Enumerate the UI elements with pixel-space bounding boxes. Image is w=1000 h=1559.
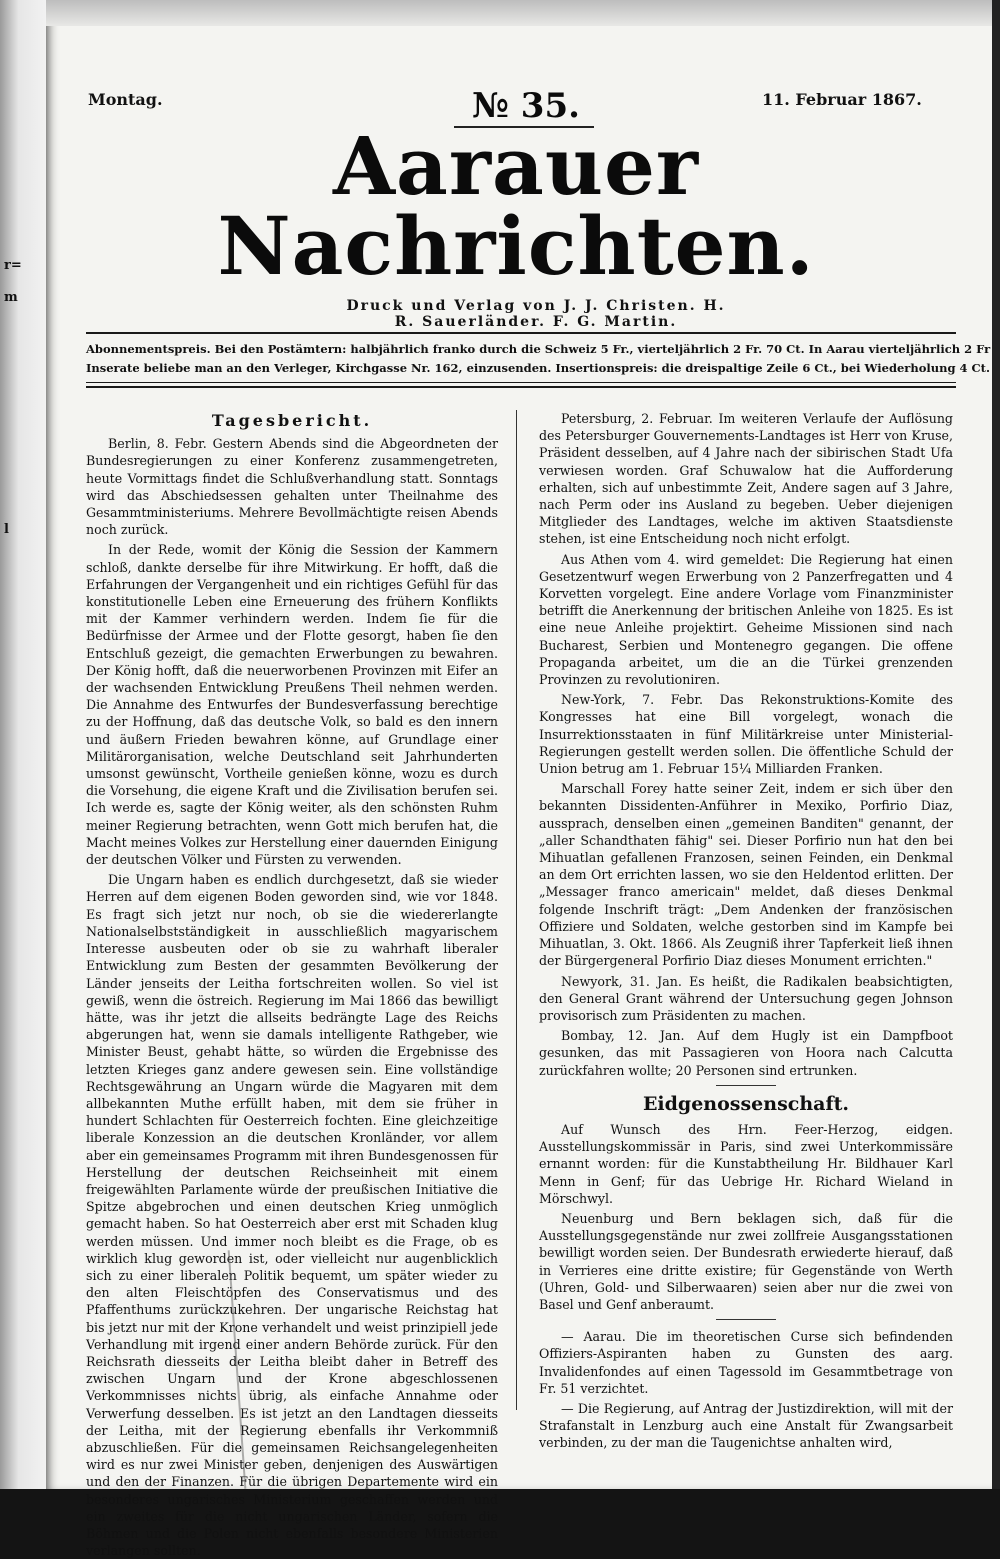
- masthead-day: Montag.: [88, 90, 163, 109]
- article-paragraph: — Die Regierung, auf Antrag der Justizdirektion, will mit der Strafanstalt in Lenzburg auch eine Anstalt für Zwangsarbeit verbinden, zu der man die Taugenichtse anhalten wird,: [539, 1400, 953, 1451]
- edge-fragment: l: [4, 522, 9, 537]
- article-paragraph: Neuenburg und Bern beklagen sich, daß für die Ausstellungsgegenstände nur zwei zollfreie Ausgangsstationen bewilligt worden seien. Der Bundesrath erwiederte hierauf, daß in Verrieres eine dritte existire; für Gegenstände von Werth (Uhren, Gold- und Silberwaaren) seien aber nur die zwei von Basel und Genf anberaumt.: [539, 1210, 953, 1312]
- sheet-top-shadow: [46, 0, 1000, 26]
- masthead-date: 11. Februar 1867.: [762, 90, 922, 109]
- section-heading-eidgenossenschaft: Eidgenossenschaft.: [642, 1092, 850, 1115]
- section-separator: [716, 1085, 776, 1086]
- right-page-edge: [992, 0, 1000, 1489]
- article-paragraph: Newyork, 31. Jan. Es heißt, die Radikalen beabsichtigten, den General Grant während der Untersuchung gegen Johnson provisorisch zum Präsidenten zu machen.: [539, 973, 953, 1023]
- article-paragraph: Auf Wunsch des Hrn. Feer-Herzog, eidgen. Ausstellungskommissär in Paris, sind zwei Unterkommissäre ernannt worden: für die Kunstabtheilung Hr. Bildhauer Karl Menn in Genf; für das Uebrige Hr. Richard Wieland in Mörschwyl.: [539, 1121, 953, 1206]
- left-column: [86, 410, 498, 1559]
- imprint-line: Druck und Verlag von J. J. Christen. H. R. Sauerländer. F. G. Martin.: [346, 298, 726, 330]
- rule-thick: [86, 386, 956, 388]
- subscription-line-2: Inserate beliebe man an den Verleger, Kirchgasse Nr. 162, einzusenden. Insertionspreis: die dreispaltige Zeile 6 Ct., bei Wiederholung 4 Ct.: [86, 361, 990, 375]
- article-paragraph: — Aarau. Die im theoretischen Curse sich befindenden Offiziers-Aspiranten haben zu Gunsten des aarg. Invalidenfondes auf einen Tagessold im Gesammtbetrage von Fr. 51 verzichtet.: [539, 1329, 953, 1396]
- right-column: [539, 410, 953, 1451]
- article-paragraph: In der Rede, womit der König die Session der Kammern schloß, dankte derselbe für ihre Mitwirkung. Er hofft, daß die Erfahrungen der Vergangenheit und ein richtiges Gefühl für das konstitutionelle Leben eine Erneuerung des frühern Konflikts mit der Kammer verhindern werden. Indem ſie für die Bedürfnisse der Armee und der Flotte gesorgt, haben ſie den Entschluß gezeigt, die gemachten Erwerbungen zu bewahren. Der König hofft, daß die neuerworbenen Provinzen mit Eifer an der wachsenden Entwicklung Preußens Theil nehmen werden. Die Annahme des Entwurfes der Bundesverfassung berechtige zu der Hoffnung, daß das deutsche Volk, so bald es den innern und äußern Frieden bewahren könne, auf Grundlage einer Militärorganisation, welche Deutschland seit Jahrhunderten umsonst gewünscht, Vortheile genießen könne, wozu es durch die Vorsehung, die eigene Kraft und die Zivilisation berufen sei. Ich werde es, sagte der König weiter, als den schönsten Ruhm meiner Regierung betrachten, wenn Gott mich berufen hat, die Macht meines Volkes zur Herstellung einer dauernden Einigung der deutschen Völker und Fürsten zu verwenden.: [86, 542, 498, 868]
- section-heading-tagesbericht: Tagesbericht.: [211, 411, 373, 430]
- edge-fragment: m: [4, 290, 18, 305]
- newspaper-sheet: [46, 0, 1000, 1559]
- article-paragraph: Aus Athen vom 4. wird gemeldet: Die Regierung hat einen Gesetzentwurf wegen Erwerbung von 2 Panzerfregatten und 4 Korvetten vorgelegt. Eine andere Vorlage vom Finanzminister betrifft die Anerkennung der britischen Anleihe von 1825. Es ist eine neue Anleihe projektirt. Geheime Missionen sind nach Bucharest, Serbien und Montenegro gegangen. Die offene Propaganda arbeitet, um die an die Türkei grenzenden Provinzen zu revolutioniren.: [539, 551, 953, 688]
- edge-fragment: r=: [4, 258, 22, 273]
- issue-number: № 35.: [472, 86, 580, 126]
- subscription-line-1: Abonnementspreis. Bei den Postämtern: halbjährlich franko durch die Schweiz 5 Fr., vierteljährlich 2 Fr. 70 Ct. In Aarau vierteljährlich 2 Fr: [86, 342, 991, 356]
- article-paragraph: Bombay, 12. Jan. Auf dem Hugly ist ein Dampfboot gesunken, das mit Passagieren von Hoora nach Calcutta zurückfahren wollte; 20 Personen sind ertrunken.: [539, 1028, 953, 1078]
- previous-page-edge: [0, 0, 46, 1489]
- article-paragraph: Berlin, 8. Febr. Gestern Abends sind die Abgeordneten der Bundesregierungen zu einer Konferenz zusammengetreten, heute Vormittags findet die Schlußverhandlung statt. Sonntags wird das Abschiedsessen gehalten unter Theilnahme des Gesammtministeriums. Mehrere Bevollmächtigte reisen Abends noch zurück.: [86, 436, 498, 538]
- article-paragraph: New-York, 7. Febr. Das Rekonstruktions-Komite des Kongresses hat eine Bill vorgelegt, wonach die Insurrektionsstaaten in fünf Militärkreise unter Ministerial-Regierungen gestellt werden sollen. Die öffentliche Schuld der Union betrug am 1. Februar 15¼ Milliarden Franken.: [539, 692, 953, 777]
- column-divider: [516, 410, 517, 1410]
- section-separator: [716, 1319, 776, 1320]
- article-paragraph: Petersburg, 2. Februar. Im weiteren Verlaufe der Auflösung des Petersburger Gouvernements-Landtages ist Herr von Kruse, Präsident desselben, auf 4 Jahre nach der sibirischen Stadt Ufa verwiesen worden. Graf Schuwalow hat die Aufforderung erhalten, sich auf unbestimmte Zeit, Andere sagen auf 3 Jahre, nach Perm oder ins Ausland zu begeben. Ueber diejenigen Mitglieder des Landtages, welche im aktiven Staatsdienste stehen, ist eine Entscheidung noch nicht erfolgt.: [539, 411, 953, 547]
- newspaper-title: Aarauer Nachrichten.: [217, 119, 815, 293]
- top-rule: [86, 332, 956, 334]
- article-paragraph: Die Ungarn haben es endlich durchgesetzt, daß sie wieder Herren auf dem eigenen Boden geworden sind, wie vor 1848. Es fragt sich jetzt nur noch, ob sie die wiedererlangte Nationalselbstständigkeit in ausschließlich magyarischem Interesse ausbeuten oder ob sie zu wahrhaft liberaler Entwicklung zum Besten der gesammten Bevölkerung der Länder jenseits der Leitha fortschreiten wollen. So viel ist gewiß, wenn die östreich. Regierung im Mai 1866 das bewilligt hätte, was ihr jetzt die allseits bedrängte Lage des Reichs abgerungen hat, wenn sie damals intelligente Rathgeber, wie Minister Beust, gehabt hätte, so würden die Ergebnisse des letzten Krieges ganz andere gewesen sein. Eine vollständige Rechtsgewährung an Ungarn würde die Magyaren mit dem allbekannten Muthe erfüllt haben, mit dem sie früher in hundert Schlachten für Oesterreich fochten. Eine gleichzeitige liberale Konzession an die deutschen Kronländer, vor allem aber ein gemeinsames Programm mit ihren Bundesgenossen für Herstellung der deutschen Reichseinheit mit einem freigewählten Parlamente würde der preußischen Initiative die Spitze abgebrochen und einen deutschen Krieg unmöglich gemacht haben. So hat Oesterreich aber erst mit Schaden klug werden müssen. Und immer noch bleibt es die Frage, ob es wirklich klug geworden ist, oder vielleicht nur augenblicklich sich zu einer liberalen Politik bequemt, um später wieder zu den alten Fleischtöpfen des Conservatismus und des Pfaffenthums zurückzukehren. Der ungarische Reichstag hat bis jetzt nur mit der Krone verhandelt und weist prinzipiell jede Verhandlung mit irgend einer andern Behörde zurück. Für den Reichsrath diesseits der Leitha bleibt daher in Betreff des zwischen Ungarn und der Krone abgeschlossenen Verkommnisses nichts übrig, als einfache Annahme oder Verwerfung desselben. Es ist jetzt an den Landtagen diesseits der Leitha, mit der Regierung ebenfalls ihr Verkommniß abzuschließen. Für die gemeinsamen Reichsangelegenheiten wird es nur zwei Minister geben, denjenigen des Auswärtigen und den der Finanzen. Für die übrigen Departemente wird ein besonderes ungarisches Ministerium geschaffen werden und ein zweites für die nicht ungarischen Länder, sofern die Böhmen und die Polen nicht ebenfalls besondere Ministerien verlangen sollten.: [86, 872, 498, 1559]
- article-paragraph: Marschall Forey hatte seiner Zeit, indem er sich über den bekannten Dissidenten-Anführer in Mexiko, Porfirio Diaz, aussprach, denselben einen „gemeinen Banditen" genannt, der „aller Schandthaten fähig" sei. Dieser Porfirio nun hat den bei Mihuatlan gefallenen Franzosen, seinen Feinden, ein Denkmal an dem Ort errichten lassen, wo sie den Heldentod erlitten. Der „Messager franco americain" meldet, daß dieses Denkmal folgende Inschrift trägt: „Dem Andenken der französischen Offiziere und Soldaten, welche gestorben sind im Kampfe bei Mihuatlan, 3. Okt. 1866. Als Zeugniß ihrer Tapferkeit ließ ihnen der Bürgergeneral Porfirio Diaz dieses Monument errichten.": [539, 781, 953, 969]
- rule-thin: [86, 382, 956, 383]
- subscription-info: [86, 340, 991, 378]
